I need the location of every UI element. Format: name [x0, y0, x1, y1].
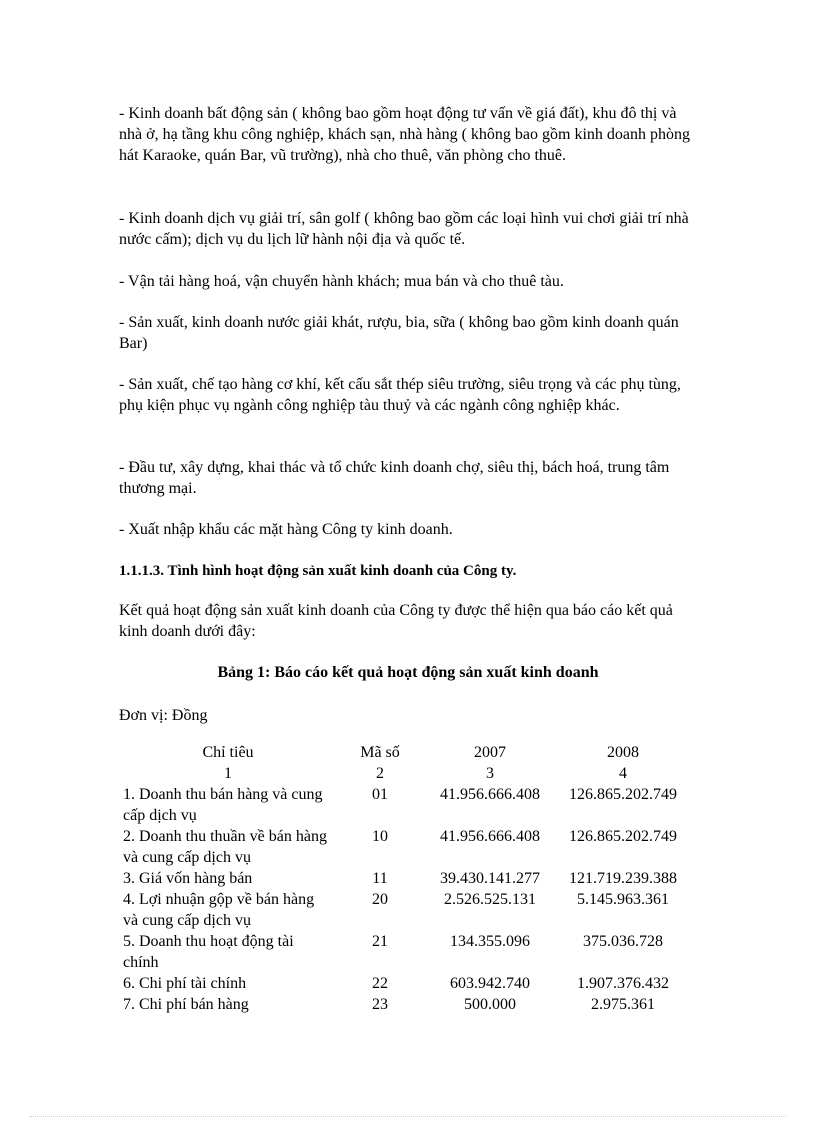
row-value-2007: 603.942.740 [450, 975, 530, 992]
row-label: 2. Doanh thu thuần về bán hàng và cung cấp dịch vụ [123, 828, 327, 866]
header-indicator: Chỉ tiêu [202, 744, 254, 761]
row-value-2007: 41.956.666.408 [440, 786, 540, 803]
paragraph-real-estate: - Kinh doanh bất động sản ( không bao gồm hoạt động tư vấn về giá đất), khu đô thị và nhà ở, hạ tầng khu công nghiệp, khách sạn, nhà hàng ( không bao gồm kinh doanh phòng hát Karaoke, quán Bar, vũ trường), nhà cho thuê, văn phòng cho thuê. [119, 105, 691, 164]
table-header-row [123, 742, 693, 763]
row-value-2008: 126.865.202.749 [569, 828, 677, 845]
paragraph-beverages: - Sản xuất, kinh doanh nước giải khát, rượu, bia, sữa ( không bao gồm kinh doanh quán Bar) [119, 314, 679, 352]
table-row [123, 826, 693, 868]
row-code: 22 [372, 975, 388, 992]
row-value-2008: 126.865.202.749 [569, 786, 677, 803]
row-value-2007: 2.526.525.131 [444, 891, 536, 908]
table-row [123, 784, 693, 826]
row-label: 3. Giá vốn hàng bán [123, 870, 253, 887]
row-code: 23 [372, 996, 388, 1013]
row-label: 4. Lợi nhuận gộp về bán hàng và cung cấp dịch vụ [123, 891, 315, 929]
row-label: 7. Chi phí bán hàng [123, 996, 249, 1013]
table-index-row [123, 763, 693, 784]
paragraph-entertainment: - Kinh doanh dịch vụ giải trí, sân golf ( không bao gồm các loại hình vui chơi giải trí nhà nước cấm); dịch vụ du lịch lữ hành nội địa và quốc tế. [119, 210, 689, 248]
table-row [123, 889, 693, 931]
row-code: 11 [372, 870, 388, 887]
row-label: 6. Chi phí tài chính [123, 975, 247, 992]
row-value-2007: 134.355.096 [450, 933, 530, 950]
paragraph-mechanical: - Sản xuất, chế tạo hàng cơ khí, kết cấu sắt thép siêu trường, siêu trọng và các phụ tùng, phụ kiện phục vụ ngành công nghiệp tàu thuỷ và các ngành công nghiệp khác. [119, 376, 681, 414]
header-code: Mã số [360, 744, 400, 761]
index-cell: 4 [619, 765, 627, 782]
table-row [123, 994, 693, 1015]
header-year-2008: 2008 [607, 744, 639, 761]
row-label: 5. Doanh thu hoạt động tài chính [123, 933, 294, 971]
index-cell: 1 [224, 765, 232, 782]
row-value-2008: 5.145.963.361 [577, 891, 669, 908]
report-table [123, 742, 693, 1015]
row-code: 01 [372, 786, 388, 803]
section-heading: 1.1.1.3. Tình hình hoạt động sản xuất kinh doanh của Công ty. [119, 563, 517, 579]
intro-paragraph: Kết quả hoạt động sản xuất kinh doanh của Công ty được thể hiện qua báo cáo kết quả kinh doanh dưới đây: [119, 602, 673, 640]
paragraph-markets: - Đầu tư, xây dựng, khai thác và tổ chức kinh doanh chợ, siêu thị, bách hoá, trung tâm thương mại. [119, 459, 670, 497]
row-value-2008: 2.975.361 [591, 996, 655, 1013]
paragraph-import-export: - Xuất nhập khẩu các mặt hàng Công ty kinh doanh. [119, 521, 453, 538]
row-value-2007: 41.956.666.408 [440, 828, 540, 845]
index-cell: 3 [486, 765, 494, 782]
row-value-2007: 39.430.141.277 [440, 870, 540, 887]
table-row [123, 973, 693, 994]
table-row [123, 868, 693, 889]
row-value-2008: 1.907.376.432 [577, 975, 669, 992]
table-title: Bảng 1: Báo cáo kết quả hoạt động sản xuất kinh doanh [217, 664, 599, 681]
row-value-2007: 500.000 [464, 996, 516, 1013]
row-code: 20 [372, 891, 388, 908]
unit-label: Đơn vị: Đồng [119, 707, 208, 724]
row-value-2008: 375.036.728 [583, 933, 663, 950]
header-year-2007: 2007 [474, 744, 506, 761]
paragraph-transport: - Vận tải hàng hoá, vận chuyển hành khách; mua bán và cho thuê tàu. [119, 273, 564, 290]
index-cell: 2 [376, 765, 384, 782]
row-value-2008: 121.719.239.388 [569, 870, 677, 887]
row-code: 10 [372, 828, 388, 845]
table-row [123, 931, 693, 973]
page-bottom-divider [30, 1116, 786, 1117]
row-code: 21 [372, 933, 388, 950]
row-label: 1. Doanh thu bán hàng và cung cấp dịch vụ [123, 786, 323, 824]
